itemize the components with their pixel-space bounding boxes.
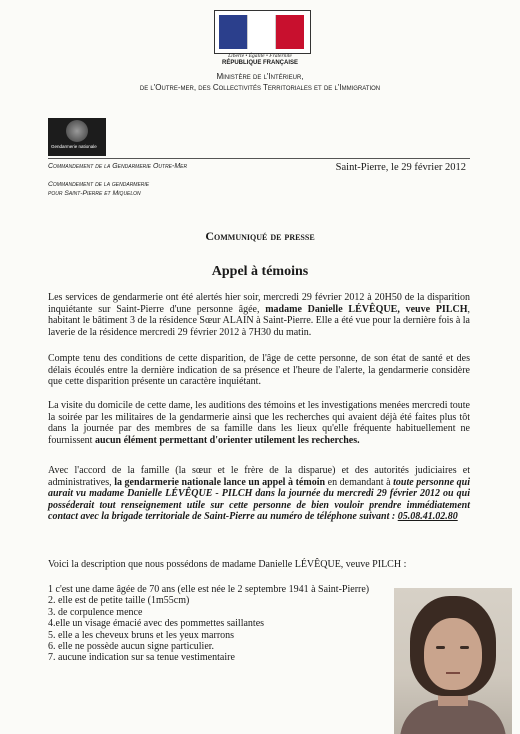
paragraph-4: [48, 465, 470, 523]
ministry-line-2: de l'Outre-mer, des Collectivités Territoriales et de l'Immigration: [139, 83, 381, 92]
paragraph-1: [48, 292, 470, 338]
command-line-2a: Commandement de la gendarmerie: [48, 181, 150, 188]
description-item: 6. elle ne possède aucun signe particulier.: [48, 641, 215, 653]
p1-missing-person-name: madame Danielle LÉVÊQUE, veuve PILCH: [265, 303, 468, 315]
gendarmerie-logo: [48, 118, 106, 156]
p4-appeal-bold: la gendarmerie nationale lance un appel à témoin: [114, 476, 326, 488]
missing-person-photo: [394, 588, 512, 734]
p1-text-a: Les services de gendarmerie ont été alertés hier soir, mercredi 29 février 2012 à 20H50 de la disparition inquiétante sur Saint-Pierre d'une personne âgée,: [48, 292, 470, 315]
p3-text-a: La visite du domicile de cette dame, les auditions des témoins et les investigations menées mercredi toute la soirée par les militaires de la gendarmerie ainsi que les recherches qui avaient déjà été faites plus tôt dans la journée par des membres de sa famille dans les lieux qu'elle fréquente habituellement ne fournissent: [48, 400, 470, 446]
ministry-line-1: Ministère de l'Intérieur,: [216, 72, 304, 81]
ministry-heading: [60, 71, 460, 93]
command-line-1: Commandement de la Gendarmerie Outre-Mer: [48, 163, 188, 170]
document-title: Communiqué de presse: [205, 229, 315, 243]
grenade-flame-icon: [66, 120, 88, 142]
description-list: [48, 584, 388, 664]
rf-motto: Liberté • Égalité • Fraternité: [228, 53, 292, 59]
command-line-2b: pour Saint-Pierre et Miquelon: [48, 190, 141, 197]
description-item: 5. elle a les cheveux bruns et les yeux marrons: [48, 629, 235, 641]
gendarmerie-logo-text: Gendarmerie nationale: [51, 144, 97, 149]
document-subtitle: Appel à témoins: [211, 264, 309, 279]
description-item: 7. aucune indication sur sa tenue vestimentaire: [48, 652, 235, 664]
description-item: 3. de corpulence mence: [48, 606, 143, 618]
p4-text-c: en demandant à: [325, 476, 394, 488]
command-line-2: [48, 180, 149, 198]
paragraph-3: [48, 400, 470, 446]
p4-appeal-italic: toute personne qui aurait vu madame Danielle LÉVÊQUE - PILCH dans la journée du mercredi 29 février 2012 ou qui posséderait tout renseignement utile sur cette personne de bien vouloir prendre immédiatement contact avec la brigade territoriale de Saint-Pierre au numéro de téléphone suivant :: [48, 476, 470, 522]
p1-text-c: , habitant le bâtiment 3 de la résidence Sœur ALAIN à Saint-Pierre. Elle a été vue pour la dernière fois à la laverie de la résidence mercredi 29 février 2012 à 7H30 du matin.: [48, 303, 470, 338]
header-divider: [48, 158, 470, 159]
republique-francaise-logo: [214, 10, 311, 54]
rf-name: RÉPUBLIQUE FRANÇAISE: [221, 60, 298, 66]
p4-text-a: Avec l'accord de la famille (la sœur et le frère de la disparue) et des autorités judiciaires et administratives,: [48, 465, 470, 488]
document-date: Saint-Pierre, le 29 février 2012: [335, 162, 466, 173]
description-item: 4.elle un visage émacié avec des pommettes saillantes: [48, 618, 265, 630]
paragraph-2: Compte tenu des conditions de cette disparition, de l'âge de cette personne, de son état de santé et des délais écoulés entre la dernière indication de sa présence et l'heure de l'alerte, la gendarmerie considère que cette disparition présente un caractère inquiétant.: [48, 353, 470, 387]
p3-text-bold: aucun élément permettant d'orienter utilement les recherches.: [94, 434, 360, 446]
paragraph-5: Voici la description que nous possédons de madame Danielle LÉVÊQUE, veuve PILCH :: [48, 559, 407, 570]
phone-number: 05.08.41.02.80: [397, 511, 458, 522]
description-item: 2. elle est de petite taille (1m55cm): [48, 595, 190, 607]
description-item: 1 c'est une dame âgée de 70 ans (elle est née le 2 septembre 1941 à Saint-Pierre): [48, 584, 370, 595]
